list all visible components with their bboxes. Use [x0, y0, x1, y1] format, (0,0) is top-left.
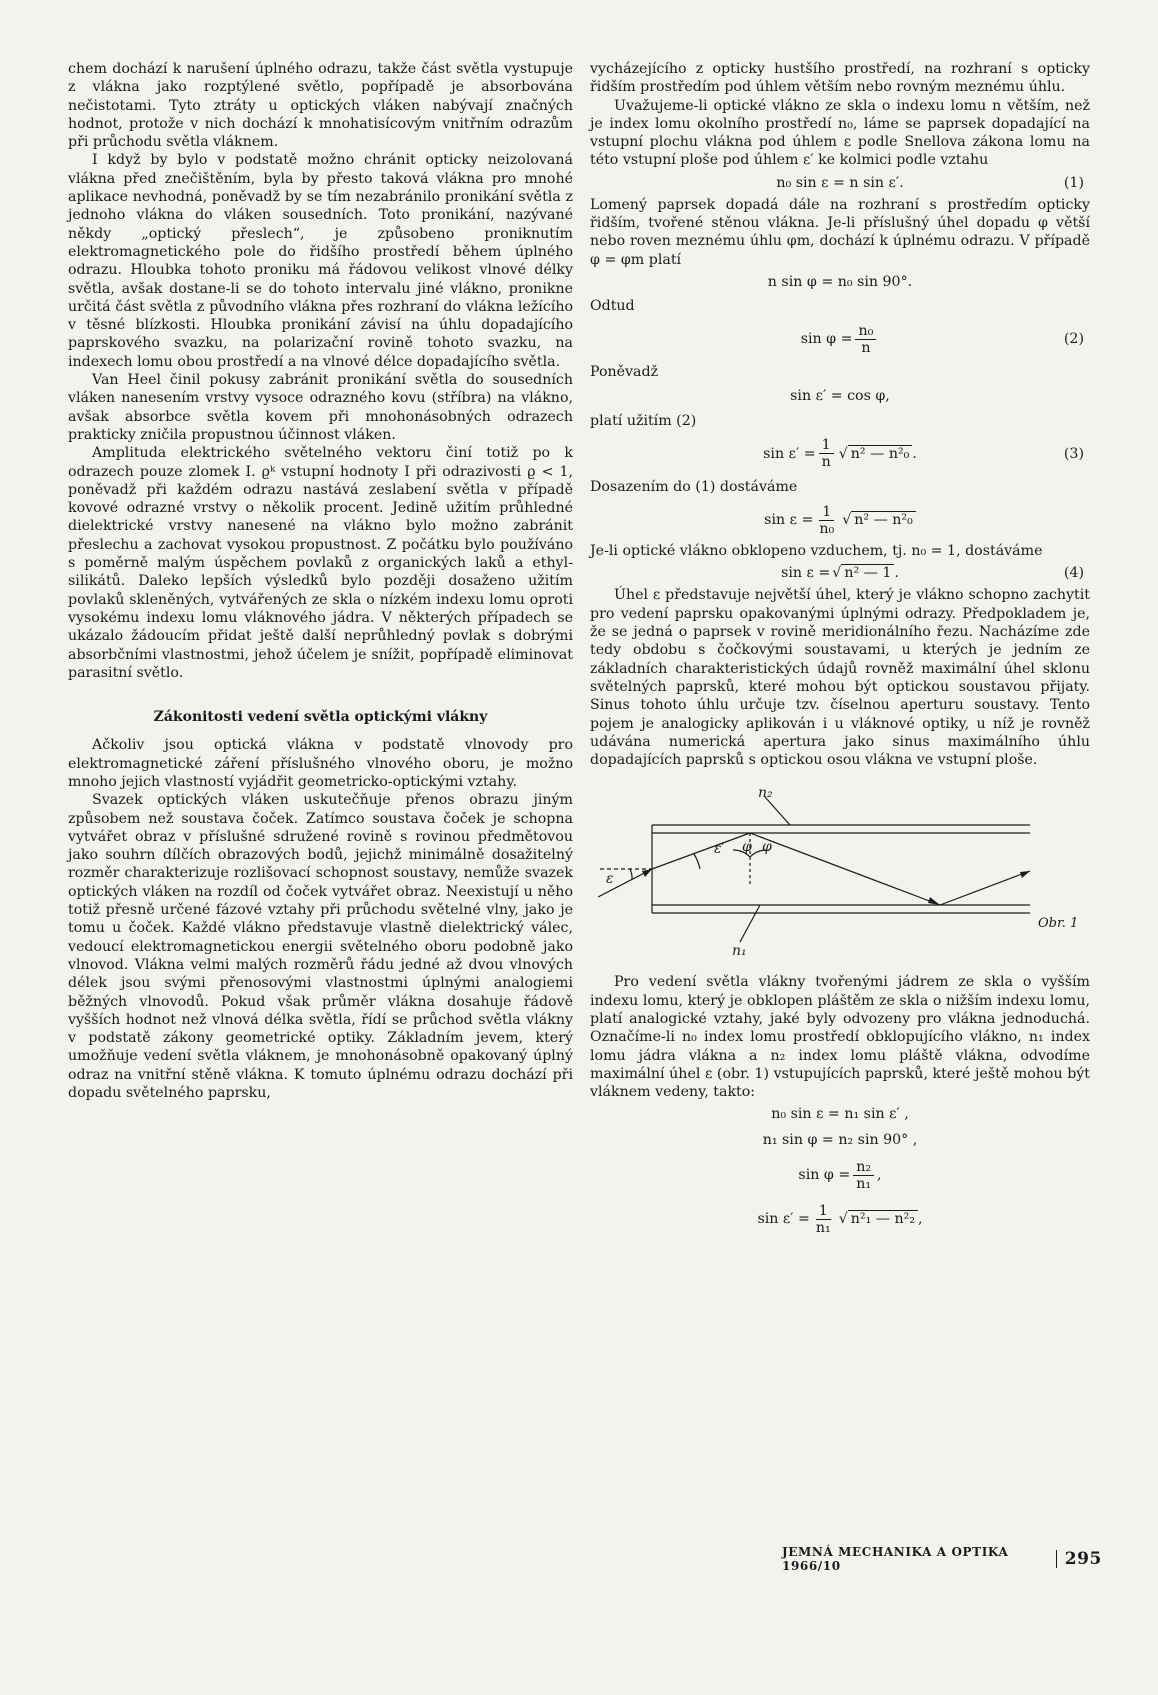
right-column [590, 60, 1090, 1242]
label-n1: n₁ [732, 943, 747, 958]
fraction [816, 504, 837, 537]
equation-d [590, 1102, 1090, 1128]
equation-lhs: sin ε′ = [757, 1211, 810, 1228]
label-pointer-n2 [765, 797, 790, 825]
equation-end: , [918, 1211, 923, 1228]
paragraph: Je-li optické vlákno obklopeno vzduchem, tj. n₀ = 1, dostáváme [590, 543, 1043, 560]
fraction [813, 1203, 834, 1236]
label-pointer-n1 [740, 905, 760, 942]
footer-separator [1056, 1550, 1057, 1568]
arrowhead [928, 897, 940, 905]
numerator: n₂ [853, 1159, 874, 1176]
equation-lhs: sin ε = [764, 512, 814, 528]
text-plati: platí užitím (2) [590, 412, 697, 429]
fraction [855, 323, 876, 356]
numerator: 1 [816, 1203, 831, 1220]
paragraph: Svazek optických vláken uskutečňuje přenos obrazu jiným způsobem než soustava čoček. Zatímco soustava čoček je schopna vytvářet obraz v příslušné sdružené rovině s rovinou předmětovou jako souhrn dílčích obrazových bodů, jejichž minimálně dosažitelný rozměr charakterizuje rozlišovací schopnost soustavy, nemůže svazek optických vláken na rozdíl od čoček vytvářet obraz. Neexistují u něho totiž přesně určené fázové vztahy při průchodu světelné vlny, jako je tomu u čoček. Každé vlákno představuje vlastně dielektrický válec, vedoucí elektromagnetickou energii světelného oboru podobně jako vlnovod. Vlákna velmi malých rozměrů řádu jedné až dvou vlnových délek jsou svými přenosovými vlastnostmi úplnými analogiemi běžných vlnovodů. Pokud však průměr vlákna dosahuje řádově vyšších hodnot než vlnová délka světla, řídí se průchod světla vlákny v podstatě zákony geometrické optiky. Základním jevem, který umožňuje vedení světla vláknem, je mnohonásobně opakovaný úplný odraz na vnitřní stěně vlákna. K tomuto úplnému odrazu dochází při dopadu světelného paprsku, [68, 792, 573, 1102]
radicand: n²₁ — n²₂ [848, 1210, 918, 1227]
paragraph: chem dochází k narušení úplného odrazu, takže část světla vystupuje z vlákna jako rozptýlené světlo, popřípadě je absorbována nečistotami. Tyto ztráty u optických vláken nabývají značných hodnot, protože v nich dochází k mnohatisícovým vnitřním odrazům při průchodu světla vláknem. [68, 61, 573, 151]
equation-g [590, 1198, 1090, 1242]
paragraph: vycházejícího z opticky hustšího prostředí, na rozhraní s opticky řidším prostředím pod úhlem větším nebo rovným meznému úhlu. [590, 61, 1090, 96]
label-phi: φ [742, 839, 752, 856]
paragraph: Van Heel činil pokusy zabránit pronikání světla do sousedních vláken nanesením vrstvy vysoce odrazného kovu (stříbra) na vlákno, avšak absorbce světla kovem při mnohonásobných odrazech prakticky zničila propustnou účinnost vláken. [68, 372, 573, 443]
paragraph: Úhel ε představuje největší úhel, který je vlákno schopno zachytit pro vedení paprsku opakovanými úplnými odrazy. Předpokladem je, že se jedná o paprsek v rovině meridionálního řezu. Nacházíme zde tedy obdobu s čočkovými soustavami, u kterých je jedním ze základních charakteristických údajů rovněž maximální úhel sklonu světelných paprsků, které mohou být optickou soustavou přijaty. Sinus tohoto úhlu určuje tzv. číselnou aperturu soustavy. Tento pojem je analogicky aplikován i u vláknové optiky, u níž je rovněž udávána numerická apertura jako sinus maximálního úhlu dopadajících paprsků s optickou osou vlákna ve vstupní ploše. [590, 587, 1090, 769]
paragraph: Uvažujeme-li optické vlákno ze skla o indexu lomu n větším, než je index lomu okolního prostředí n₀, lámе se paprsek dopadající na vstupní plochu vlákna pod úhlem ε podle Snellova zákona lomu na této vstupní ploše pod úhlem ε′ ke kolmici podle vztahu [590, 97, 1090, 169]
label-eps: ε [606, 871, 614, 888]
fraction [819, 437, 834, 470]
equation-c [590, 498, 1090, 542]
fiber-diagram [590, 787, 1090, 957]
radicand: n² — n²₀ [848, 445, 913, 462]
left-column [68, 60, 573, 1102]
reflected-ray [750, 833, 940, 905]
equation-2 [590, 317, 1090, 361]
label-phi-2: φ [762, 839, 772, 856]
numerator: 1 [819, 504, 834, 521]
equation-end: . [894, 565, 899, 582]
equation-f [590, 1154, 1090, 1198]
equation-body: n₀ sin ε = n sin ε′. [776, 174, 904, 191]
refracted-ray [652, 833, 750, 869]
square-root: √ n² — n²₀ [839, 445, 913, 463]
journal-name: JEMNÁ MECHANIKA A OPTIKA 1966/10 [782, 1545, 1009, 1573]
arrowhead [642, 869, 652, 877]
equation-lhs: sin φ = [798, 1167, 851, 1184]
angle-arc-epsp [694, 854, 700, 869]
equation-body: n₀ sin ε = n₁ sin ε′ , [771, 1106, 909, 1123]
numerator: 1 [819, 437, 834, 454]
denominator: n [861, 339, 871, 356]
equation-4 [590, 560, 1090, 586]
equation-number: (4) [1063, 565, 1084, 582]
reflected-ray-2 [940, 871, 1030, 905]
text-ponevadz: Poněvadž [590, 364, 659, 381]
paragraph: Ačkoliv jsou optická vlákna v podstatě vlnovody pro elektromagnetické záření příslušného vlnového oboru, je možno mnoho jejich vlastností vyjádřit geometricko-optickými vztahy. [68, 737, 573, 790]
arrowhead [1020, 871, 1030, 878]
paragraph: I když by bylo v podstatě možno chránit opticky neizolovaná vlákna před znečištěním, byla by přesto taková vlákna pro mnohé aplikace nevhodná, poněvadž by se tím nezabránilo pronikání světla z jednoho vlákna do vláken sousedních. Toto pronikání, nazývané někdy „optický přeslech“, je způsobeno proniknutím elektromagnetického pole do řidšího prostředí během úplného odrazu. Hloubka tohoto proniku má řádovou velikost vlnové délky světla, avšak dostane-li se do tohoto intervalu jiné vlákno, pronikne určitá část světla z původního vlákna přes rozhraní do vlákna ležícího v těsné blízkosti. Hloubka pronikání závisí na úhlu dopadajícího paprskového svazku, na polarizační rovině tohoto svazku, na indexech lomu obou prostředí a na vlnové délce dopadajícího světla. [68, 152, 573, 370]
equation-end: . [912, 445, 917, 462]
radicand: n² — n²₀ [851, 511, 916, 528]
square-root: √ n²₁ — n²₂ [839, 1210, 918, 1228]
paragraph: Pro vedení světla vlákny tvořenými jádrem ze skla o vyšším indexu lomu, který je obklopen pláštěm ze skla o nižším indexu lomu, platí analogické vztahy, jaké byly odvozeny pro vlákna jednoduchá. Označíme-li n₀ index lomu prostředí obklopujícího vlákno, n₁ index lomu jádra vlákna a n₂ index lomu pláště vlákna, odvodíme maximální úhel ε (obr. 1) vstupujících paprsků, které ještě mohou být vláknem vedeny, takto: [590, 974, 1090, 1101]
label-epsp: ε′ [714, 841, 725, 858]
radicand: n² — 1 [841, 564, 894, 581]
section-heading: Zákonitosti vedení světla optickými vlákny [153, 709, 488, 726]
square-root: √ n² — 1 [832, 564, 894, 582]
label-n2: n₂ [758, 787, 773, 802]
text-odtud: Odtud [590, 297, 635, 314]
denominator: n₁ [856, 1176, 872, 1192]
square-root: √ n² — n²₀ [842, 511, 916, 529]
equation-end: , [877, 1167, 882, 1184]
denominator: n₁ [815, 1220, 831, 1236]
angle-arc-eps [630, 869, 632, 880]
figure-fiber-diagram [590, 787, 1090, 957]
equation-lhs: sin φ = [800, 331, 853, 348]
page-number: 295 [1064, 1549, 1102, 1569]
equation-1 [590, 170, 1090, 196]
denominator: n₀ [819, 520, 835, 537]
page-footer [782, 1545, 1102, 1573]
paragraph: Lomený paprsek dopadá dále na rozhraní s prostředím opticky řidším, tvořené stěnou vlákna. Je-li příslušný úhel dopadu φ větší nebo roven meznému úhlu φm, dochází k úplnému odrazu. V případě φ = φm platí [590, 196, 1090, 268]
equation-number: (3) [1063, 445, 1084, 462]
text-dosazenim: Dosazením do (1) dostáváme [590, 478, 798, 495]
equation-body: n sin φ = n₀ sin 90°. [767, 273, 913, 290]
fraction [853, 1159, 874, 1192]
equation-a [590, 269, 1090, 295]
equation-b [590, 384, 1090, 410]
numerator: n₀ [855, 323, 876, 340]
equation-lhs: sin ε = [781, 565, 831, 582]
equation-3 [590, 432, 1090, 476]
equation-body: sin ε′ = cos φ, [790, 388, 890, 405]
equation-lhs: sin ε′ = [763, 445, 816, 462]
paragraph: Amplituda elektrického světelného vektoru činí totiž po k odrazech pouze zlomek I. ϱᵏ vstupní hodnoty I při odrazivosti ϱ < 1, poněvadž při každém odrazu nastává zeslabení světla v případě kovové odrazné vrstvy o několik procent. Jedině užitím průhledné dielektrické vrstvy nanesené na vlákno bylo možno zabránit přeslechu a zachovat vysokou propustnost. Z počátku bylo používáno s poměrně malým úspěchem povlaků z organických laků a ethyl-silikátů. Daleko lepších výsledků bylo později dosaženo užitím povlaků skleněných, vytvářených ze skla o nízkém indexu lomu oproti vysokému indexu lomu vláknového jádra. V některých případech se ukázalo žádoucím přidat ještě další neprůhledný povlak s dobrými absorbčními vlastnostmi, jehož účelem je snížit, popřípadě eliminovat parasitní světlo. [68, 445, 573, 681]
figure-caption: Obr. 1 [1038, 916, 1079, 932]
equation-body: n₁ sin φ = n₂ sin 90° , [762, 1132, 918, 1149]
equation-number: (1) [1063, 174, 1084, 191]
denominator: n [821, 454, 831, 471]
equation-e [590, 1128, 1090, 1154]
equation-number: (2) [1063, 331, 1084, 348]
